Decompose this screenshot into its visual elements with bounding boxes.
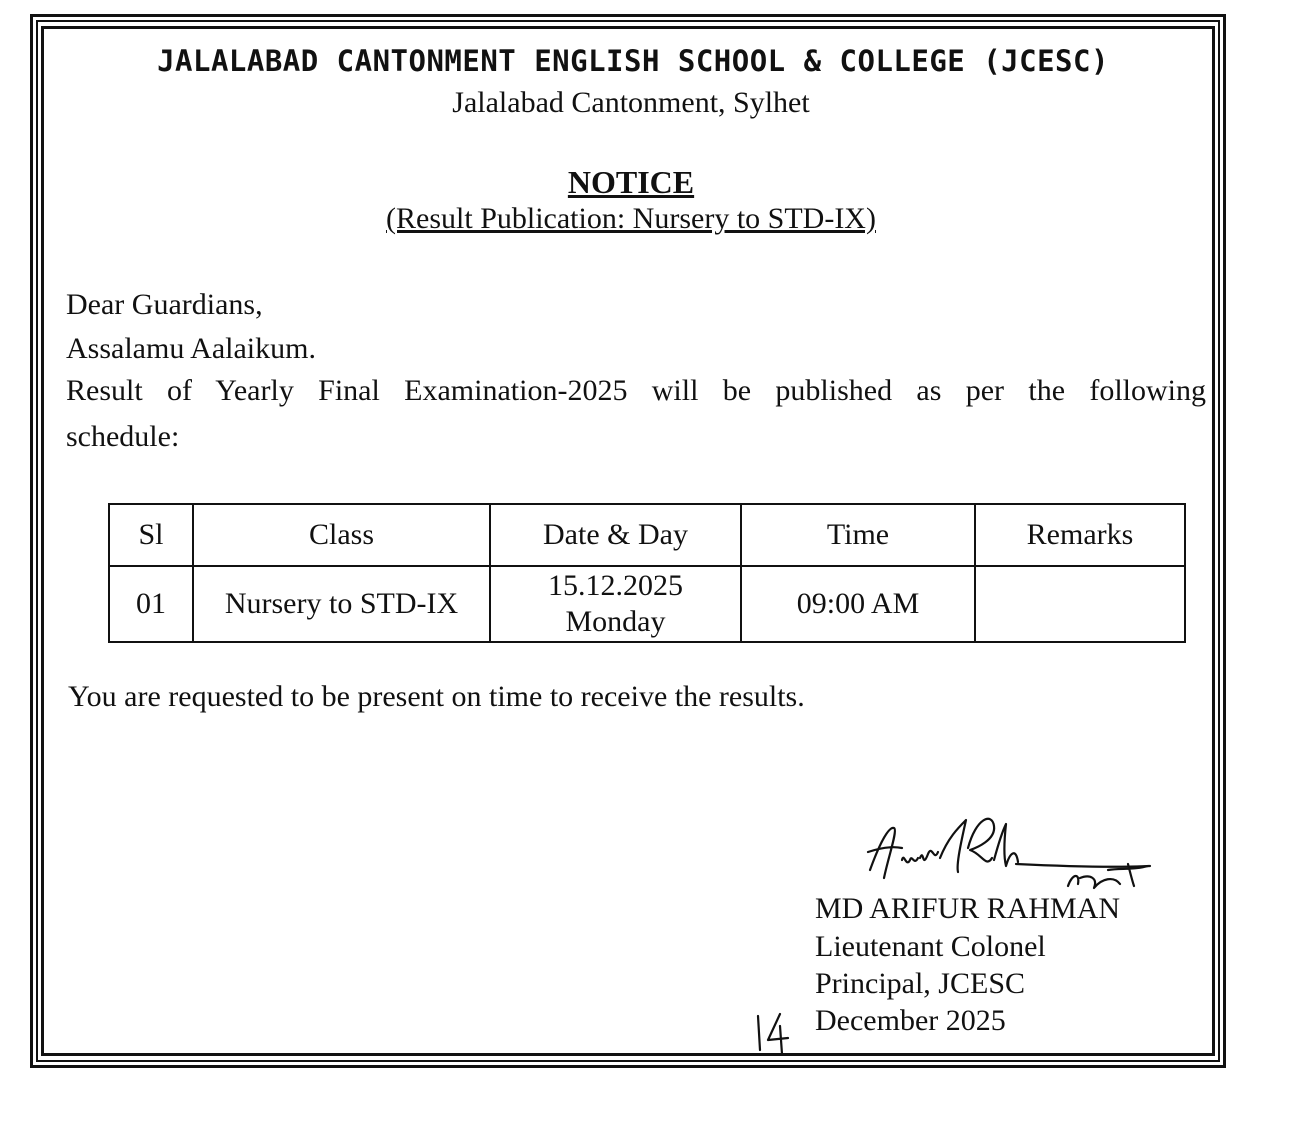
signatory-rank: Lieutenant Colonel bbox=[815, 930, 1046, 963]
cell-sl: 01 bbox=[109, 566, 193, 642]
handwritten-day bbox=[752, 1010, 792, 1058]
cell-class: Nursery to STD-IX bbox=[193, 566, 490, 642]
school-address: Jalalabad Cantonment, Sylhet bbox=[452, 86, 810, 119]
cell-date: 15.12.2025 bbox=[548, 569, 683, 602]
col-header-date-day: Date & Day bbox=[490, 504, 741, 566]
greeting: Assalamu Aalaikum. bbox=[66, 332, 316, 365]
table-header-row bbox=[109, 504, 1185, 566]
school-name: JALALABAD CANTONMENT ENGLISH SCHOOL & COLLEGE (JCESC) bbox=[157, 44, 1109, 78]
signatory-position: Principal, JCESC bbox=[815, 967, 1026, 1000]
notice-title: NOTICE bbox=[567, 164, 695, 200]
cell-date-day bbox=[490, 566, 741, 642]
table-row bbox=[109, 566, 1185, 642]
schedule-table bbox=[108, 503, 1186, 643]
col-header-class: Class bbox=[193, 504, 490, 566]
signatory-name: MD ARIFUR RAHMAN bbox=[815, 892, 1121, 925]
cell-remarks bbox=[975, 566, 1185, 642]
col-header-remarks: Remarks bbox=[975, 504, 1185, 566]
col-header-sl: Sl bbox=[109, 504, 193, 566]
closing-line: You are requested to be present on time to receive the results. bbox=[68, 680, 805, 713]
col-header-time: Time bbox=[741, 504, 975, 566]
announcement-line-2: schedule: bbox=[66, 420, 180, 453]
signature-date: December 2025 bbox=[815, 1004, 1006, 1037]
notice-subtitle: (Result Publication: Nursery to STD-IX) bbox=[386, 202, 876, 235]
salutation: Dear Guardians, bbox=[66, 288, 263, 321]
cell-time: 09:00 AM bbox=[741, 566, 975, 642]
cell-day: Monday bbox=[565, 605, 666, 638]
announcement-line-1: Result of Yearly Final Examination-2025 will be published as per the following bbox=[66, 374, 1206, 407]
